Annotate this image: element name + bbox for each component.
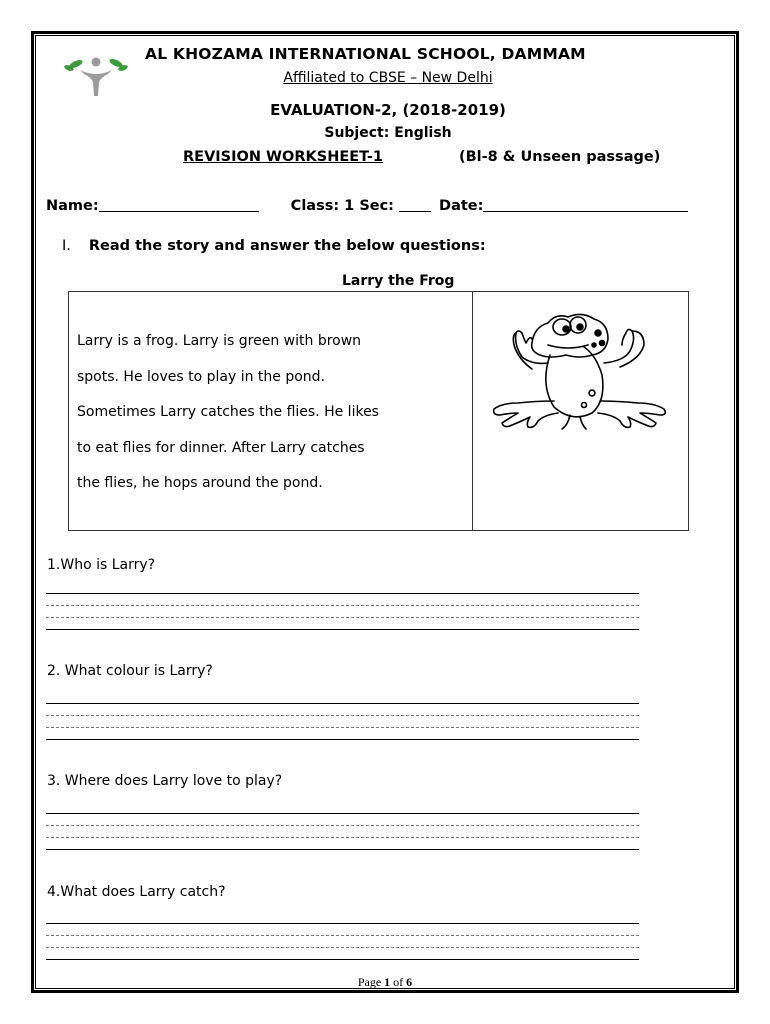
section-blank[interactable] bbox=[399, 211, 431, 212]
worksheet-note: (Bl-8 & Unseen passage) bbox=[459, 149, 661, 165]
question-4: 4.What does Larry catch? bbox=[47, 884, 226, 900]
evaluation-title: EVALUATION-2, (2018-2019) bbox=[270, 101, 506, 119]
section-heading bbox=[62, 238, 486, 254]
answer-lines-3[interactable] bbox=[46, 813, 639, 850]
story-line: Sometimes Larry catches the flies. He likes bbox=[77, 404, 379, 420]
date-label: Date: bbox=[439, 198, 484, 214]
story-line: spots. He loves to play in the pond. bbox=[77, 368, 326, 385]
story-divider bbox=[472, 292, 473, 530]
story-title: Larry the Frog bbox=[342, 273, 455, 289]
answer-lines-1[interactable] bbox=[46, 593, 639, 630]
section-number: I. bbox=[62, 238, 71, 254]
student-info-row bbox=[46, 198, 688, 214]
page-footer bbox=[0, 975, 770, 990]
page-of: of bbox=[390, 975, 407, 989]
school-name: AL KHOZAMA INTERNATIONAL SCHOOL, DAMMAM bbox=[145, 45, 586, 63]
question-3: 3. Where does Larry love to play? bbox=[47, 773, 283, 789]
worksheet-title: REVISION WORKSHEET-1 bbox=[183, 149, 384, 165]
date-blank[interactable] bbox=[483, 211, 688, 212]
page-prefix: Page bbox=[357, 975, 385, 989]
question-2: 2. What colour is Larry? bbox=[47, 663, 213, 679]
answer-lines-2[interactable] bbox=[46, 703, 639, 740]
affiliation-text: Affiliated to CBSE – New Delhi bbox=[283, 70, 493, 86]
page-current: 1 bbox=[384, 975, 391, 989]
story-line: to eat flies for dinner. After Larry catches bbox=[77, 439, 365, 456]
story-line: Larry is a frog. Larry is green with brown bbox=[77, 333, 362, 349]
page-total: 6 bbox=[406, 975, 413, 989]
name-blank[interactable] bbox=[99, 211, 259, 212]
class-label: Class: 1 Sec: bbox=[290, 198, 394, 214]
subject-line: Subject: English bbox=[324, 125, 452, 141]
name-label: Name: bbox=[46, 198, 99, 214]
question-1: 1.Who is Larry? bbox=[47, 557, 156, 573]
story-passage bbox=[77, 324, 467, 502]
section-instruction: Read the story and answer the below questions: bbox=[88, 238, 486, 254]
frog-illustration-icon bbox=[488, 305, 674, 433]
story-line: the flies, he hops around the pond. bbox=[77, 475, 323, 491]
answer-lines-4[interactable] bbox=[46, 923, 639, 960]
